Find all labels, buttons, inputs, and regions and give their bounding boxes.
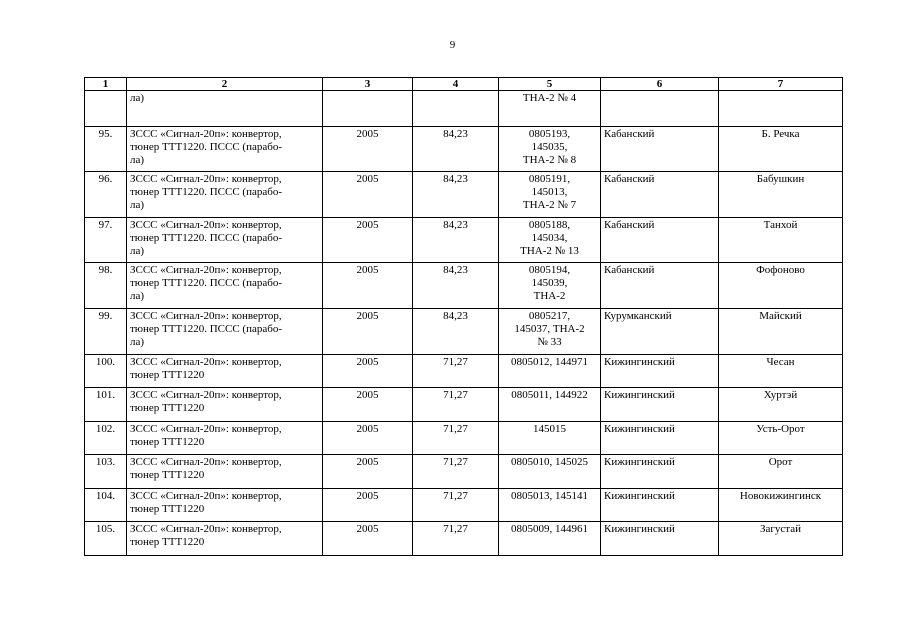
serial-number-cell [499,422,601,455]
equipment-name-cell-line: ЗССС «Сигнал-20п»: конвертор, [130,310,282,322]
district-cell: Кижингинский [601,489,719,522]
equipment-name-cell-line: ла) [130,199,145,211]
value-cell: 71,27 [413,388,499,422]
row-number-cell: 100. [85,355,127,388]
column-header: 3 [323,78,413,91]
village-cell: Б. Речка [719,127,843,172]
value-cell: 84,23 [413,263,499,309]
column-header: 7 [719,78,843,91]
serial-number-cell [499,388,601,422]
equipment-name-cell-line: ЗССС «Сигнал-20п»: конвертор, [130,456,282,468]
equipment-name-cell-line: тюнер ТТТ1220 [130,369,205,381]
district-cell [601,91,719,127]
row-number-cell: 104. [85,489,127,522]
equipment-name-cell-line: ЗССС «Сигнал-20п»: конвертор, [130,128,282,140]
equipment-name-cell-line: ла) [130,154,145,166]
equipment-name-cell-line: тюнер ТТТ1220. ПССС (парабо- [130,323,282,335]
year-cell: 2005 [323,218,413,263]
serial-number-cell-line: 0805011, 144922 [511,389,588,401]
village-cell: Бабушкин [719,172,843,218]
year-cell: 2005 [323,522,413,556]
column-header: 2 [127,78,323,91]
row-number-cell: 96. [85,172,127,218]
table-row [85,172,843,218]
district-cell: Кижингинский [601,388,719,422]
year-cell [323,91,413,127]
equipment-name-cell-line: тюнер ТТТ1220 [130,536,205,548]
equipment-name-cell [127,263,323,309]
equipment-name-cell [127,309,323,355]
serial-number-cell-line: 0805012, 144971 [511,356,588,368]
equipment-name-cell-line: ЗССС «Сигнал-20п»: конвертор, [130,219,282,231]
row-number-cell: 97. [85,218,127,263]
table-row [85,388,843,422]
serial-number-cell-line: ТНА-2 № 8 [522,154,577,166]
column-header: 1 [85,78,127,91]
row-number-cell: 95. [85,127,127,172]
value-cell [413,91,499,127]
equipment-name-cell-line: тюнер ТТТ1220. ПССС (парабо- [130,186,282,198]
serial-number-cell-line: ТНА-2 № 7 [522,199,577,211]
serial-number-cell-line: 0805009, 144961 [511,523,588,535]
equipment-name-cell-line: тюнер ТТТ1220 [130,503,205,515]
serial-number-cell-line: 145013, [531,186,568,198]
serial-number-cell [499,309,601,355]
year-cell: 2005 [323,455,413,489]
equipment-name-cell-line: тюнер ТТТ1220 [130,402,205,414]
row-number-cell: 101. [85,388,127,422]
serial-number-cell-line: 0805010, 145025 [511,456,588,468]
table-row [85,309,843,355]
value-cell: 71,27 [413,422,499,455]
serial-number-cell-line: 0805217, [528,310,571,322]
serial-number-cell [499,522,601,556]
row-number-cell [85,91,127,127]
village-cell: Орот [719,455,843,489]
year-cell: 2005 [323,355,413,388]
serial-number-cell-line: № 33 [537,336,562,348]
row-number-cell: 102. [85,422,127,455]
value-cell: 71,27 [413,355,499,388]
equipment-name-cell-line: ЗССС «Сигнал-20п»: конвертор, [130,523,282,535]
equipment-name-cell [127,127,323,172]
value-cell: 84,23 [413,218,499,263]
serial-number-cell-line: 145039, [531,277,568,289]
row-number-cell: 103. [85,455,127,489]
serial-number-cell [499,218,601,263]
equipment-name-cell-line: ла) [130,336,145,348]
district-cell: Кижингинский [601,422,719,455]
table-row [85,355,843,388]
serial-number-cell-line: 0805194, [528,264,571,276]
equipment-name-cell-line: ЗССС «Сигнал-20п»: конвертор, [130,356,282,368]
serial-number-cell-line: 145035, [531,141,568,153]
header-row [85,78,843,91]
equipment-name-cell [127,455,323,489]
equipment-name-cell-line: ЗССС «Сигнал-20п»: конвертор, [130,389,282,401]
table-row [85,455,843,489]
equipment-name-cell-line: ЗССС «Сигнал-20п»: конвертор, [130,490,282,502]
value-cell: 71,27 [413,489,499,522]
village-cell: Чесан [719,355,843,388]
year-cell: 2005 [323,388,413,422]
serial-number-cell [499,355,601,388]
row-number-cell: 98. [85,263,127,309]
equipment-name-cell [127,388,323,422]
equipment-name-cell-line: ЗССС «Сигнал-20п»: конвертор, [130,423,282,435]
table-row [85,127,843,172]
page-number: 9 [449,39,456,51]
serial-number-cell-line: 145034, [531,232,568,244]
equipment-name-cell [127,355,323,388]
year-cell: 2005 [323,263,413,309]
serial-number-cell-line: ТНА-2 № 13 [520,245,579,257]
table-row [85,218,843,263]
table-row [85,422,843,455]
equipment-name-cell [127,218,323,263]
district-cell: Кижингинский [601,522,719,556]
serial-number-cell-line: 0805188, [528,219,571,231]
village-cell [719,91,843,127]
table-row [85,263,843,309]
table-row [85,489,843,522]
equipment-name-cell-line: ЗССС «Сигнал-20п»: конвертор, [130,264,282,276]
table-row [85,91,843,127]
district-cell: Кабанский [601,127,719,172]
serial-number-cell [499,455,601,489]
serial-number-cell [499,489,601,522]
serial-number-cell [499,127,601,172]
district-cell: Кижингинский [601,355,719,388]
value-cell: 71,27 [413,455,499,489]
equipment-name-cell-line: ла) [130,290,145,302]
column-header: 6 [601,78,719,91]
table-row [85,522,843,556]
serial-number-cell [499,263,601,309]
district-cell: Курумканский [601,309,719,355]
village-cell: Новокижингинск [719,489,843,522]
year-cell: 2005 [323,422,413,455]
row-number-cell: 105. [85,522,127,556]
district-cell: Кабанский [601,172,719,218]
serial-number-cell-line: 145037, ТНА-2 [514,323,585,335]
serial-number-cell-line: ТНА-2 № 4 [522,92,577,104]
equipment-name-cell-line: тюнер ТТТ1220. ПССС (парабо- [130,141,282,153]
row-number-cell: 99. [85,309,127,355]
year-cell: 2005 [323,489,413,522]
equipment-name-cell [127,422,323,455]
serial-number-cell-line: 145015 [533,423,566,435]
equipment-name-cell [127,489,323,522]
district-cell: Кабанский [601,218,719,263]
village-cell: Майский [719,309,843,355]
equipment-name-cell [127,522,323,556]
value-cell: 84,23 [413,127,499,172]
table-body [85,91,843,556]
serial-number-cell [499,172,601,218]
village-cell: Загустай [719,522,843,556]
equipment-name-cell [127,91,323,127]
value-cell: 84,23 [413,172,499,218]
equipment-name-cell-line: ла) [130,245,145,257]
serial-number-cell [499,91,601,127]
village-cell: Хуртэй [719,388,843,422]
village-cell: Усть-Орот [719,422,843,455]
equipment-name-cell [127,172,323,218]
equipment-name-cell-line: тюнер ТТТ1220. ПССС (парабо- [130,232,282,244]
district-cell: Кабанский [601,263,719,309]
serial-number-cell-line: ТНА-2 [533,290,566,302]
value-cell: 84,23 [413,309,499,355]
equipment-name-cell-line: ла) [130,92,145,104]
year-cell: 2005 [323,309,413,355]
village-cell: Фофоново [719,263,843,309]
column-header: 5 [499,78,601,91]
serial-number-cell-line: 0805193, [528,128,571,140]
column-header: 4 [413,78,499,91]
serial-number-cell-line: 0805191, [528,173,571,185]
district-cell: Кижингинский [601,455,719,489]
year-cell: 2005 [323,127,413,172]
inventory-table [84,77,843,556]
value-cell: 71,27 [413,522,499,556]
equipment-name-cell-line: тюнер ТТТ1220. ПССС (парабо- [130,277,282,289]
equipment-name-cell-line: тюнер ТТТ1220 [130,469,205,481]
village-cell: Танхой [719,218,843,263]
equipment-name-cell-line: ЗССС «Сигнал-20п»: конвертор, [130,173,282,185]
serial-number-cell-line: 0805013, 145141 [511,490,588,502]
equipment-name-cell-line: тюнер ТТТ1220 [130,436,205,448]
year-cell: 2005 [323,172,413,218]
